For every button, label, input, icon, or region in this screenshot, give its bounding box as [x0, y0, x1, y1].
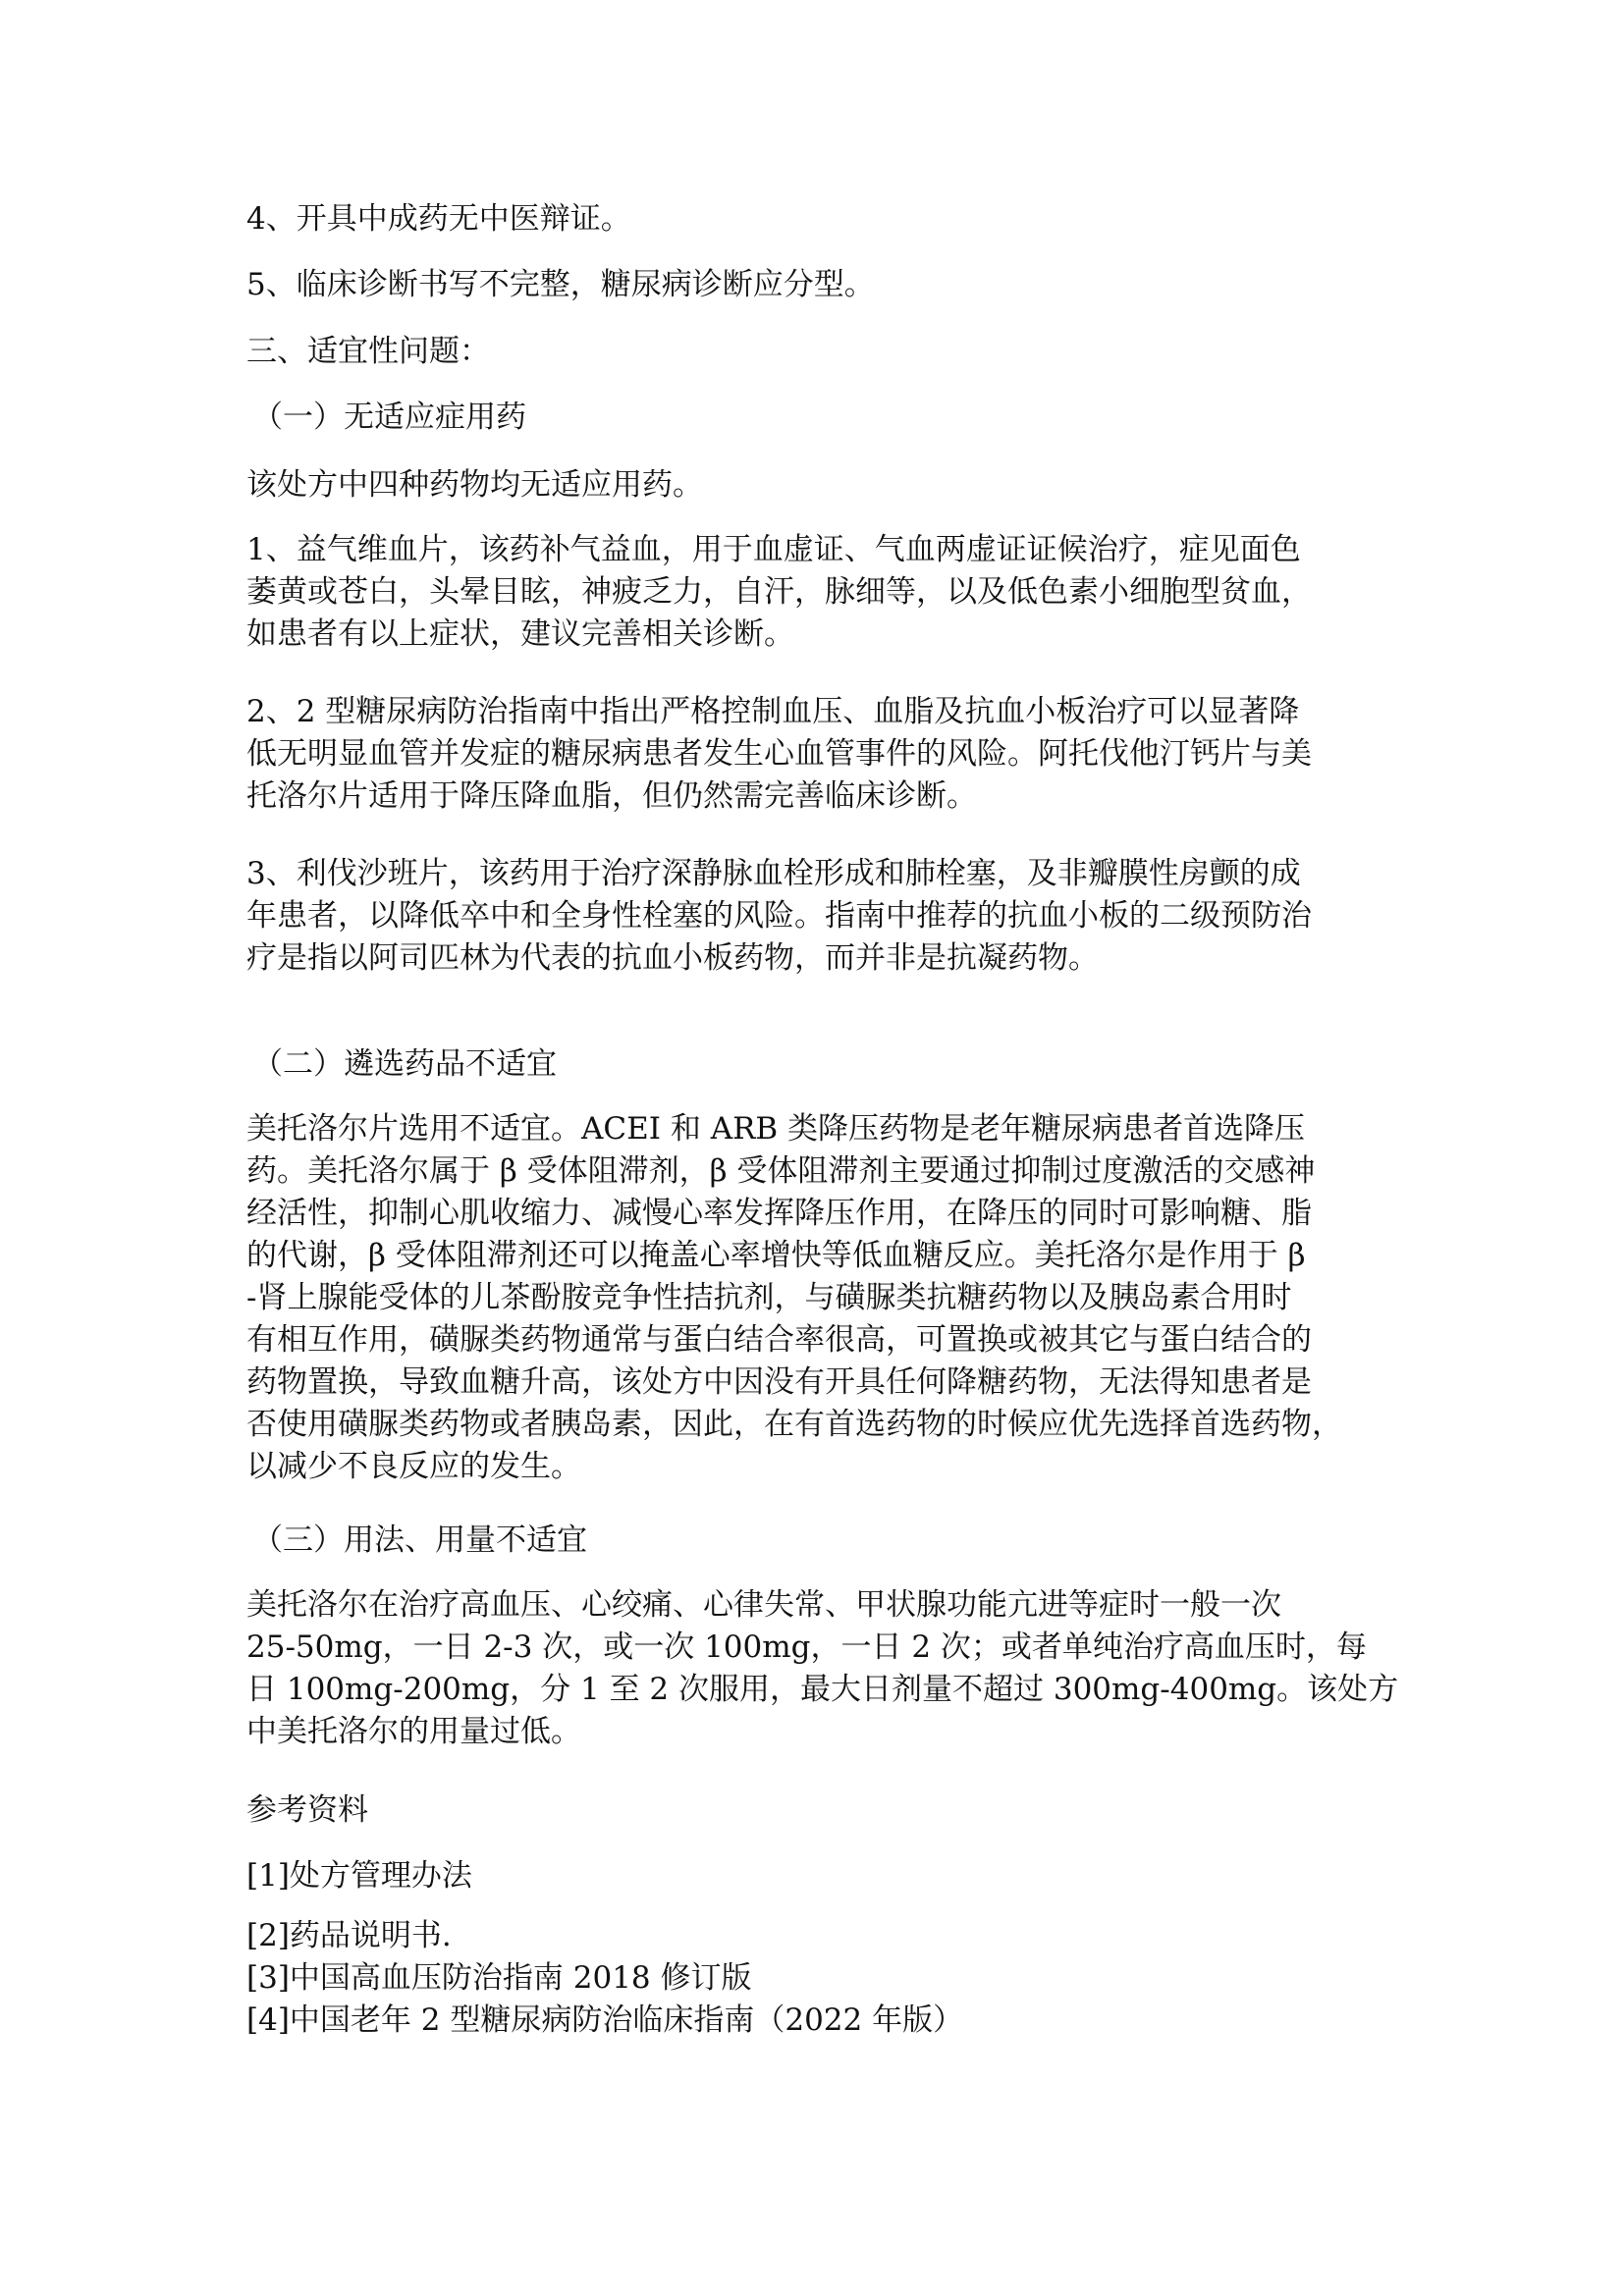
subsection-3-body [246, 1584, 1399, 1753]
text-line: 药物置换，导致血糖升高，该处方中因没有开具任何降糖药物，无法得知患者是 [246, 1364, 1312, 1400]
text-line: 以减少不良反应的发生。 [246, 1449, 581, 1484]
text-line: 经活性，抑制心肌收缩力、减慢心率发挥降压作用，在降压的同时可影响糖、脂 [246, 1196, 1312, 1231]
references-title: 参考资料 [246, 1792, 368, 1828]
reference-item: [2]药品说明书. [246, 1918, 452, 1953]
subsection-1-item-1 [246, 529, 1385, 656]
issue-5: 5、临床诊断书写不完整，糖尿病诊断应分型。 [246, 267, 875, 302]
text-line: 25-50mg，一日 2-3 次，或一次 100mg，一日 2 次；或者单纯治疗高血压时，每 [246, 1629, 1367, 1665]
text-line: 否使用磺脲类药物或者胰岛素，因此，在有首选药物的时候应优先选择首选药物， [246, 1407, 1342, 1442]
text-line: 低无明显血管并发症的糖尿病患者发生心血管事件的风险。阿托伐他汀钙片与美 [246, 736, 1312, 772]
text-line: 萎黄或苍白，头晕目眩，神疲乏力，自汗，脉细等，以及低色素小细胞型贫血， [246, 574, 1312, 610]
text-line: 中美托洛尔的用量过低。 [246, 1714, 581, 1749]
text-line: 有相互作用，磺脲类药物通常与蛋白结合率很高，可置换或被其它与蛋白结合的 [246, 1322, 1312, 1358]
issue-4: 4、开具中成药无中医辩证。 [246, 201, 631, 237]
text-line: 疗是指以阿司匹林为代表的抗血小板药物，而并非是抗凝药物。 [246, 940, 1099, 976]
subsection-2-title: （二）遴选药品不适宜 [252, 1046, 557, 1082]
text-line: 托洛尔片适用于降压降血脂，但仍然需完善临床诊断。 [246, 778, 977, 814]
reference-item: [1]处方管理办法 [246, 1858, 472, 1894]
text-line: 美托洛尔片选用不适宜。ACEI 和 ARB 类降压药物是老年糖尿病患者首选降压 [246, 1111, 1306, 1147]
subsection-1-item-3 [246, 853, 1385, 980]
text-line: 2、2 型糖尿病防治指南中指出严格控制血压、血脂及抗血小板治疗可以显著降 [246, 694, 1300, 729]
subsection-3-title: （三）用法、用量不适宜 [252, 1522, 587, 1558]
text-line: 年患者，以降低卒中和全身性栓塞的风险。指南中推荐的抗血小板的二级预防治 [246, 898, 1312, 934]
subsection-1-item-2 [246, 691, 1385, 818]
reference-item: [4]中国老年 2 型糖尿病防治临床指南（2022 年版） [246, 2002, 964, 2038]
text-line: 1、益气维血片，该药补气益血，用于血虚证、气血两虚证证候治疗，症见面色 [246, 532, 1301, 567]
text-line: 日 100mg-200mg，分 1 至 2 次服用，最大日剂量不超过 300mg-400mg。该处方 [246, 1672, 1399, 1707]
reference-item: [3]中国高血压防治指南 2018 修订版 [246, 1960, 752, 1996]
text-line: 美托洛尔在治疗高血压、心绞痛、心律失常、甲状腺功能亢进等症时一般一次 [246, 1587, 1281, 1623]
text-line: 的代谢，β 受体阻滞剂还可以掩盖心率增快等低血糖反应。美托洛尔是作用于 β [246, 1238, 1306, 1273]
text-line: 药。美托洛尔属于 β 受体阻滞剂，β 受体阻滞剂主要通过抑制过度激活的交感神 [246, 1153, 1316, 1189]
text-line: 如患者有以上症状，建议完善相关诊断。 [246, 616, 794, 652]
section-3-title: 三、适宜性问题： [246, 334, 490, 369]
subsection-1-intro: 该处方中四种药物均无适应用药。 [246, 467, 703, 503]
text-line: -肾上腺能受体的儿茶酚胺竞争性拮抗剂，与磺脲类抗糖药物以及胰岛素合用时 [246, 1280, 1292, 1315]
subsection-1-title: （一）无适应症用药 [252, 400, 526, 435]
subsection-2-body [246, 1108, 1385, 1488]
text-line: 3、利伐沙班片，该药用于治疗深静脉血栓形成和肺栓塞，及非瓣膜性房颤的成 [246, 856, 1301, 891]
